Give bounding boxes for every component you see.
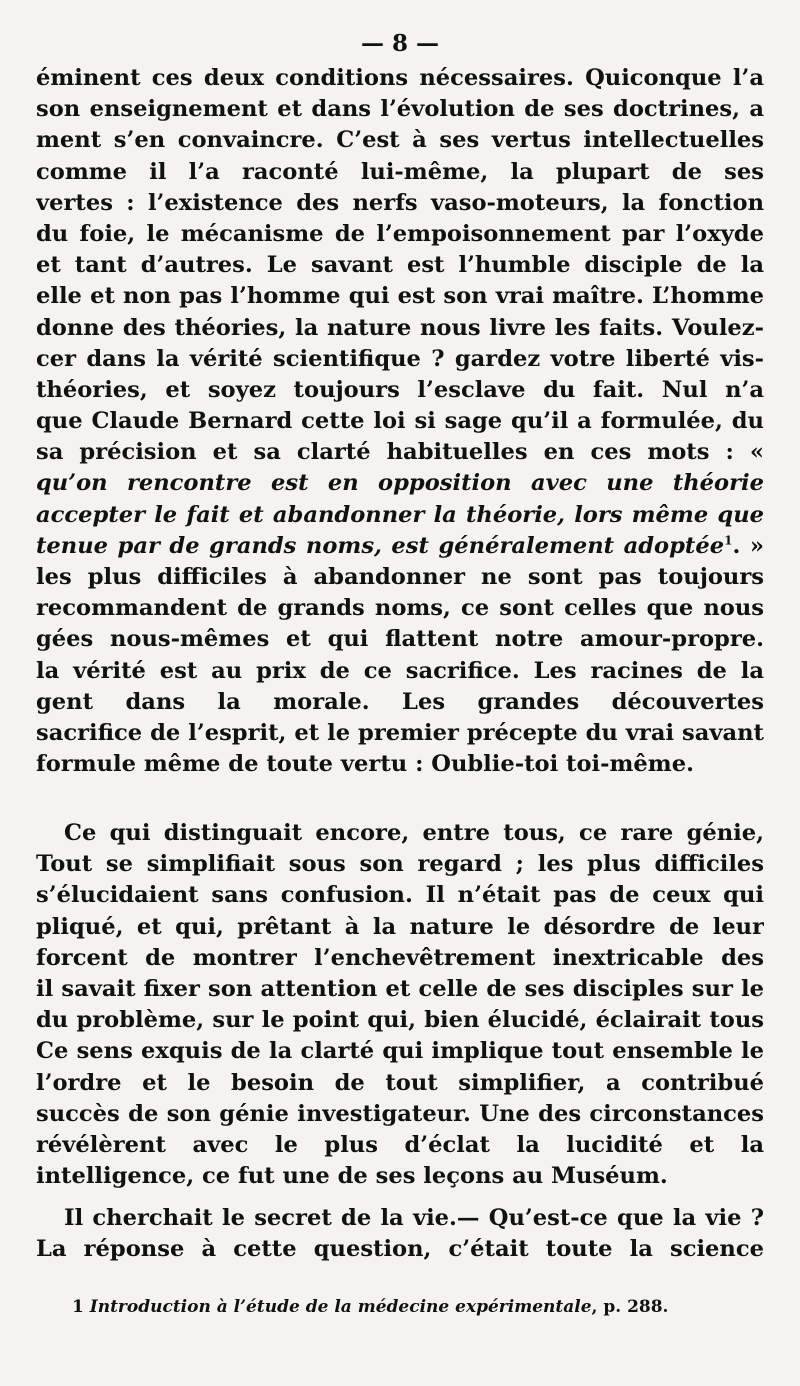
footnote-page-ref: , p. 288.: [591, 1297, 669, 1317]
text-line: comme il l’a raconté lui-même, la plupart de ses: [36, 158, 764, 185]
text-line: pliqué, et qui, prêtant à la nature le désordre de leur: [36, 913, 764, 940]
text-line: la vérité est au prix de ce sacrifice. Les racines de la: [36, 657, 764, 684]
text-line: et tant d’autres. Le savant est l’humble disciple de la: [36, 252, 764, 279]
text-line: La réponse à cette question, c’était toute la science: [36, 1236, 764, 1263]
footnote-title: Introduction à l’étude de la médecine expérimentale: [89, 1297, 592, 1317]
text-line: que Claude Bernard cette loi si sage qu’il a formulée, du: [36, 408, 764, 435]
text-line-mixed: [36, 531, 764, 562]
text-line: ment s’en convaincre. C’est à ses vertus intellectuelles: [36, 127, 764, 154]
text-line: forcent de montrer l’enchevêtrement inextricable des: [36, 944, 764, 971]
text-line: éminent ces deux conditions nécessaires. Quiconque l’a: [36, 65, 764, 91]
text-line: Ce sens exquis de la clarté qui implique tout ensemble le: [36, 1038, 764, 1065]
text-line: s’élucidaient sans confusion. Il n’était pas de ceux qui: [36, 882, 764, 909]
text-line-last: formule même de toute vertu : Oublie-toi toi-même.: [36, 751, 694, 778]
text-line: vertes : l’existence des nerfs vaso-moteurs, la fonction: [36, 189, 764, 216]
paragraph-2: [36, 818, 764, 1192]
text-line: révélèrent avec le plus d’éclat la lucidité et la: [36, 1131, 764, 1158]
text-roman: . »: [732, 532, 764, 559]
footnote: [72, 1297, 762, 1317]
text-line: l’ordre et le besoin de tout simplifier, a contribué: [36, 1069, 764, 1096]
quotation-line: qu’on rencontre est en opposition avec une théorie: [36, 470, 764, 497]
page-number: — 8 —: [360, 30, 440, 57]
text-line: Ce qui distinguait encore, entre tous, ce rare génie,: [64, 820, 764, 846]
text-line: Il cherchait le secret de la vie.— Qu’est-ce que la vie ?: [64, 1205, 764, 1231]
text-roman: sa précision et sa clarté habituelles en ces mots : «: [36, 439, 764, 466]
text-line: donne des théories, la nature nous livre les faits. Voulez-: [36, 314, 764, 341]
text-line: succès de son génie investigateur. Une des circonstances: [36, 1100, 764, 1127]
text-line: il savait fixer son attention et celle de ses disciples sur le: [36, 975, 764, 1002]
text-line: son enseignement et dans l’évolution de ses doctrines, a: [36, 96, 764, 123]
paragraph-3: [36, 1203, 764, 1265]
text-line: gent dans la morale. Les grandes découvertes: [36, 688, 764, 715]
text-line: gées nous-mêmes et qui flattent notre amour-propre.: [36, 626, 764, 653]
text-line: théories, et soyez toujours l’esclave du fait. Nul n’a: [36, 376, 764, 403]
text-line-mixed: [36, 437, 764, 468]
footnote-ref: 1: [724, 533, 733, 548]
quotation-line: accepter le fait et abandonner la théorie, lors même que: [36, 501, 764, 528]
paragraph-1: [36, 63, 764, 780]
text-line: du foie, le mécanisme de l’empoisonnement par l’oxyde: [36, 220, 764, 247]
text-line: recommandent de grands noms, ce sont celles que nous: [36, 595, 764, 622]
text-line: du problème, sur le point qui, bien élucidé, éclairait tous: [36, 1007, 764, 1034]
text-line: sacrifice de l’esprit, et le premier précepte du vrai savant: [36, 719, 764, 746]
text-line: elle et non pas l’homme qui est son vrai maître. L’homme: [36, 283, 764, 310]
text-line-last: intelligence, ce fut une de ses leçons au Muséum.: [36, 1163, 668, 1190]
quotation-italic: tenue par de grands noms, est généralement adoptée: [36, 532, 725, 559]
footnote-marker: 1: [72, 1297, 84, 1317]
text-line: cer dans la vérité scientifique ? gardez votre liberté vis-: [36, 345, 764, 372]
text-line: Tout se simplifiait sous son regard ; les plus difficiles: [36, 851, 764, 878]
text-line: les plus difficiles à abandonner ne sont pas toujours: [36, 564, 764, 590]
